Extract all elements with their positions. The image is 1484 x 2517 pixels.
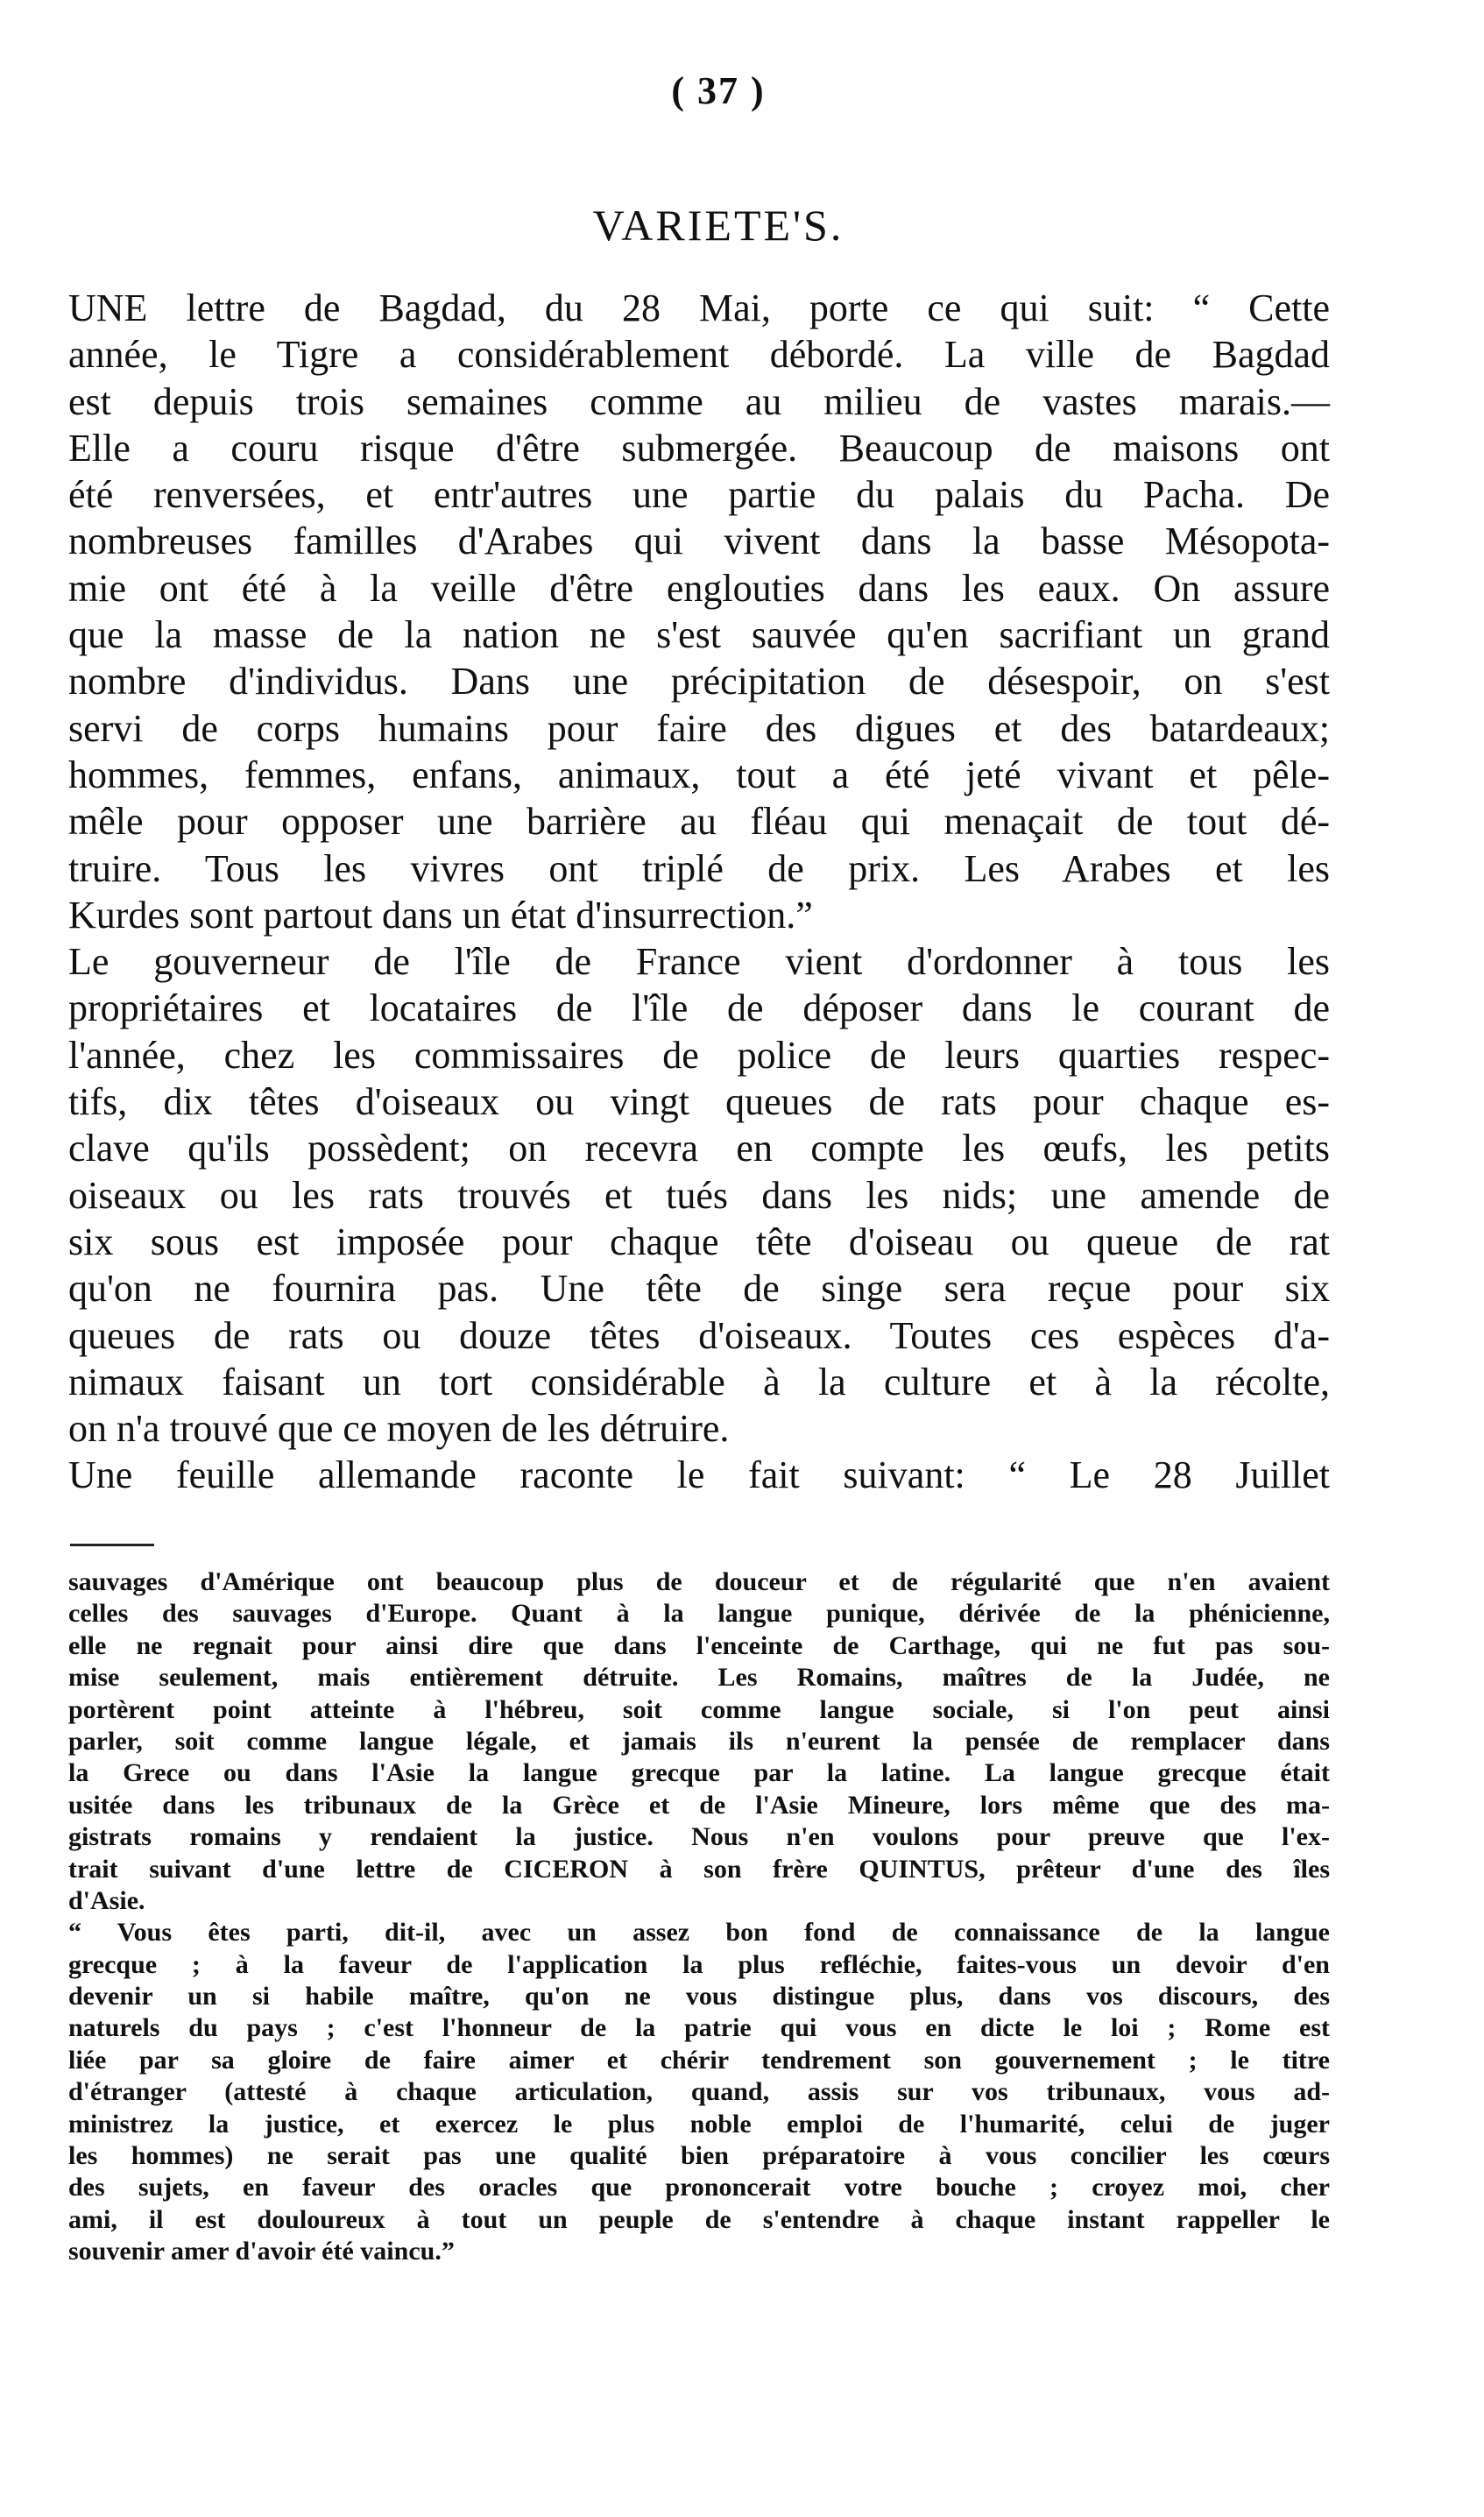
text-line: Kurdes sont partout dans un état d'insurrection.” — [68, 893, 813, 937]
text-line: nombre d'individus. Dans une précipitation de désespoir, on s'est — [68, 660, 1330, 703]
text-line: six sous est imposée pour chaque tête d'oiseau ou queue de rat — [68, 1220, 1330, 1263]
footnote-line: gistrats romains y rendaient la justice. Nous n'en voulons pour preuve que l'ex- — [68, 1822, 1330, 1852]
text-line: mie ont été à la veille d'être englouties dans les eaux. On assure — [68, 566, 1330, 610]
footnote-line: souvenir amer d'avoir été vaincu.” — [68, 2237, 455, 2266]
footnote-line: parler, soit comme langue légale, et jamais ils n'eurent la pensée de remplacer dans — [68, 1726, 1330, 1756]
text-line: est depuis trois semaines comme au milieu de vastes marais.— — [68, 379, 1330, 423]
footnote-text — [68, 1566, 1330, 2268]
footnote-line: “ Vous êtes parti, dit-il, avec un assez bon fond de connaissance de la langue — [68, 1918, 1330, 1948]
footnote-line: celles des sauvages d'Europe. Quant à la langue punique, dérivée de la phénicienne, — [68, 1599, 1330, 1629]
footnote-line: grecque ; à la faveur de l'application la plus refléchie, faites-vous un devoir d'en — [68, 1949, 1330, 1979]
text-line: truire. Tous les vivres ont triplé de prix. Les Arabes et les — [68, 846, 1330, 890]
footnote-line: les hommes) ne serait pas une qualité bien préparatoire à vous concilier les cœurs — [68, 2141, 1330, 2171]
text-line: l'année, chez les commissaires de police de leurs quarties respec- — [68, 1033, 1330, 1077]
text-line: qu'on ne fournira pas. Une tête de singe sera reçue pour six — [68, 1267, 1330, 1311]
footnote-line: liée par sa gloire de faire aimer et chérir tendrement son gouvernement ; le titre — [68, 2045, 1330, 2075]
footnote-line: la Grece ou dans l'Asie la langue grecque par la latine. La langue grecque était — [68, 1758, 1330, 1788]
footnote-line: mise seulement, mais entièrement détruite. Les Romains, maîtres de la Judée, ne — [68, 1663, 1330, 1693]
footnote-line: d'Asie. — [68, 1885, 145, 1915]
text-line: été renversées, et entr'autres une partie du palais du Pacha. De — [68, 473, 1330, 517]
section-title: VARIETE'S. — [592, 201, 844, 250]
main-text — [68, 285, 1330, 1499]
footnote-line: trait suivant d'une lettre de CICERON à son frère QUINTUS, prêteur d'une des îles — [68, 1854, 1330, 1884]
footnote-line: des sujets, en faveur des oracles que prononcerait votre bouche ; croyez moi, cher — [68, 2173, 1330, 2202]
text-line: Le gouverneur de l'île de France vient d'ordonner à tous les — [68, 940, 1330, 984]
text-line: propriétaires et locataires de l'île de déposer dans le courant de — [68, 986, 1330, 1030]
text-line: Elle a couru risque d'être submergée. Beaucoup de maisons ont — [68, 426, 1330, 470]
text-line: nombreuses familles d'Arabes qui vivent dans la basse Mésopota- — [68, 520, 1330, 563]
text-line: servi de corps humains pour faire des digues et des batardeaux; — [68, 706, 1330, 750]
text-line: queues de rats ou douze têtes d'oiseaux. Toutes ces espèces d'a- — [68, 1313, 1330, 1357]
text-line: mêle pour opposer une barrière au fléau qui menaçait de tout dé- — [68, 800, 1330, 844]
footnote-divider — [70, 1544, 154, 1546]
footnote-line: portèrent point atteinte à l'hébreu, soit comme langue sociale, si l'on peut ainsi — [68, 1694, 1330, 1724]
footnote-line: elle ne regnait pour ainsi dire que dans l'enceinte de Carthage, qui ne fut pas sou- — [68, 1630, 1330, 1660]
text-line: année, le Tigre a considérablement débordé. La ville de Bagdad — [68, 333, 1330, 377]
footnote-line: d'étranger (attesté à chaque articulation, quand, assis sur vos tribunaux, vous ad- — [68, 2077, 1330, 2107]
text-line: hommes, femmes, enfans, animaux, tout a été jeté vivant et pêle- — [68, 753, 1330, 796]
text-line: que la masse de la nation ne s'est sauvée qu'en sacrifiant un grand — [68, 613, 1330, 657]
text-line: on n'a trouvé que ce moyen de les détruire. — [68, 1407, 730, 1451]
footnote-line: naturels du pays ; c'est l'honneur de la patrie qui vous en dicte le loi ; Rome est — [68, 2013, 1330, 2043]
footnote-line: ami, il est douloureux à tout un peuple de s'entendre à chaque instant rappeller le — [68, 2204, 1330, 2234]
text-line: tifs, dix têtes d'oiseaux ou vingt queues de rats pour chaque es- — [68, 1080, 1330, 1124]
page-number: ( 37 ) — [671, 69, 766, 112]
text-line: oiseaux ou les rats trouvés et tués dans les nids; une amende de — [68, 1173, 1330, 1217]
footnote-line: sauvages d'Amérique ont beaucoup plus de douceur et de régularité que n'en avaient — [68, 1567, 1330, 1596]
footnote-line: devenir un si habile maître, qu'on ne vous distingue plus, dans vos discours, des — [68, 1982, 1330, 2011]
text-line: clave qu'ils possèdent; on recevra en compte les œufs, les petits — [68, 1127, 1330, 1170]
text-line: nimaux faisant un tort considérable à la culture et à la récolte, — [68, 1360, 1330, 1403]
text-line: UNE lettre de Bagdad, du 28 Mai, porte ce qui suit: “ Cette — [68, 286, 1330, 329]
text-line: Une feuille allemande raconte le fait suivant: “ Le 28 Juillet — [68, 1453, 1330, 1497]
footnote-line: ministrez la justice, et exercez le plus noble emploi de l'humarité, celui de juger — [68, 2109, 1330, 2139]
footnote-line: usitée dans les tribunaux de la Grèce et de l'Asie Mineure, lors même que des ma- — [68, 1790, 1330, 1820]
